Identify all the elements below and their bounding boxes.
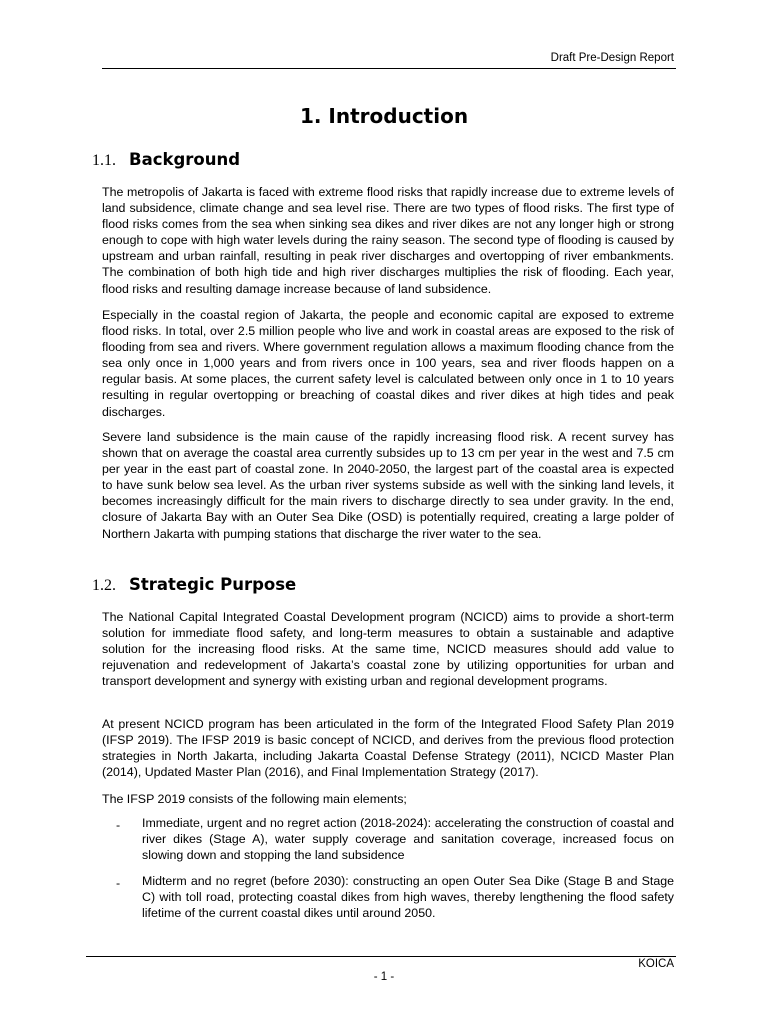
bullet-marker: -: [116, 818, 121, 832]
chapter-title: 1. Introduction: [299, 104, 469, 128]
section-title: Strategic Purpose: [129, 575, 297, 594]
section-number: 1.2.: [92, 577, 116, 594]
footer-divider: [86, 956, 676, 957]
strategic-paragraph-3: The IFSP 2019 consists of the following main elements;: [102, 792, 407, 806]
background-paragraph-2: Especially in the coastal region of Jakarta, the people and economic capital are exposed to extreme flood risks. In total, over 2.5 million people who live and work in coastal areas are exposed to the risk of flooding from sea and rivers. Where government regulation allows a maximum flooding chance from the sea only once in 1,000 years and from rivers once in 100 years, sea and river floods happen on a regular basis. At some places, the current safety level is calculated between only once in 1 to 10 years resulting in regular overtopping or breaching of coastal dikes and river dikes at high tides and peak discharges.: [102, 308, 674, 419]
running-header: Draft Pre-Design Report: [550, 52, 674, 64]
list-item-text: Immediate, urgent and no regret action (2018-2024): accelerating the construction of coastal and river dikes (Stage A), water supply coverage and sanitation coverage, increased focus on slowing down and stopping the land subsidence: [142, 816, 674, 863]
strategic-paragraph-2: At present NCICD program has been articulated in the form of the Integrated Flood Safety Plan 2019 (IFSP 2019). The IFSP 2019 is basic concept of NCICD, and derives from the previous flood protection strategies in North Jakarta, including Jakarta Coastal Defense Strategy (2011), NCICD Master Plan (2014), Updated Master Plan (2016), and Final Implementation Strategy (2017).: [102, 717, 674, 780]
section-heading-strategic-purpose: [92, 575, 296, 595]
background-paragraph-1: The metropolis of Jakarta is faced with extreme flood risks that rapidly increase due to extreme levels of land subsidence, climate change and sea level rise. There are two types of flood risks. The first type of flood risks comes from the sea when sinking sea dikes and river dikes are not any longer high or strong enough to cope with high water levels during the rainy season. The second type of flooding is caused by upstream and urban rainfall, resulting in peak river discharges and overtopping of river embankments. The combination of both high tide and high river discharges multiplies the risk of flooding. Each year, flood risks and resulting damage increase because of land subsidence.: [102, 185, 674, 296]
header-divider: [102, 68, 676, 69]
list-item: [116, 873, 674, 921]
section-number: 1.1.: [92, 152, 116, 169]
strategic-paragraph-1: The National Capital Integrated Coastal Development program (NCICD) aims to provide a short-term solution for immediate flood safety, and long-term measures to obtain a sustainable and adaptive solution for the increasing flood risks. At the same time, NCICD measures should add value to rejuvenation and redevelopment of Jakarta’s coastal zone by utilizing opportunities for urban and transport development and synergy with existing urban and regional development programs.: [102, 610, 674, 689]
bullet-marker: -: [116, 876, 121, 890]
page-number: - 1 -: [373, 971, 395, 983]
section-heading-background: [92, 150, 240, 170]
footer-organization: KOICA: [638, 958, 674, 970]
list-item-text: Midterm and no regret (before 2030): constructing an open Outer Sea Dike (Stage B and Stage C) with toll road, protecting coastal dikes from high waves, thereby lengthening the flood safety lifetime of the current coastal dikes until around 2050.: [142, 874, 674, 921]
list-item: [116, 815, 674, 863]
background-paragraph-3: Severe land subsidence is the main cause of the rapidly increasing flood risk. A recent survey has shown that on average the coastal area currently subsides up to 13 cm per year in the west and 7.5 cm per year in the east part of coastal zone. In 2040-2050, the largest part of the coastal area is expected to have sunk below sea level. As the urban river systems subside as well with the sinking land levels, it becomes increasingly difficult for the main rivers to discharge directly to sea under gravity. In the end, closure of Jakarta Bay with an Outer Sea Dike (OSD) is potentially required, creating a large polder of Northern Jakarta with pumping stations that discharge the river water to the sea.: [102, 430, 674, 541]
section-title: Background: [129, 150, 241, 169]
